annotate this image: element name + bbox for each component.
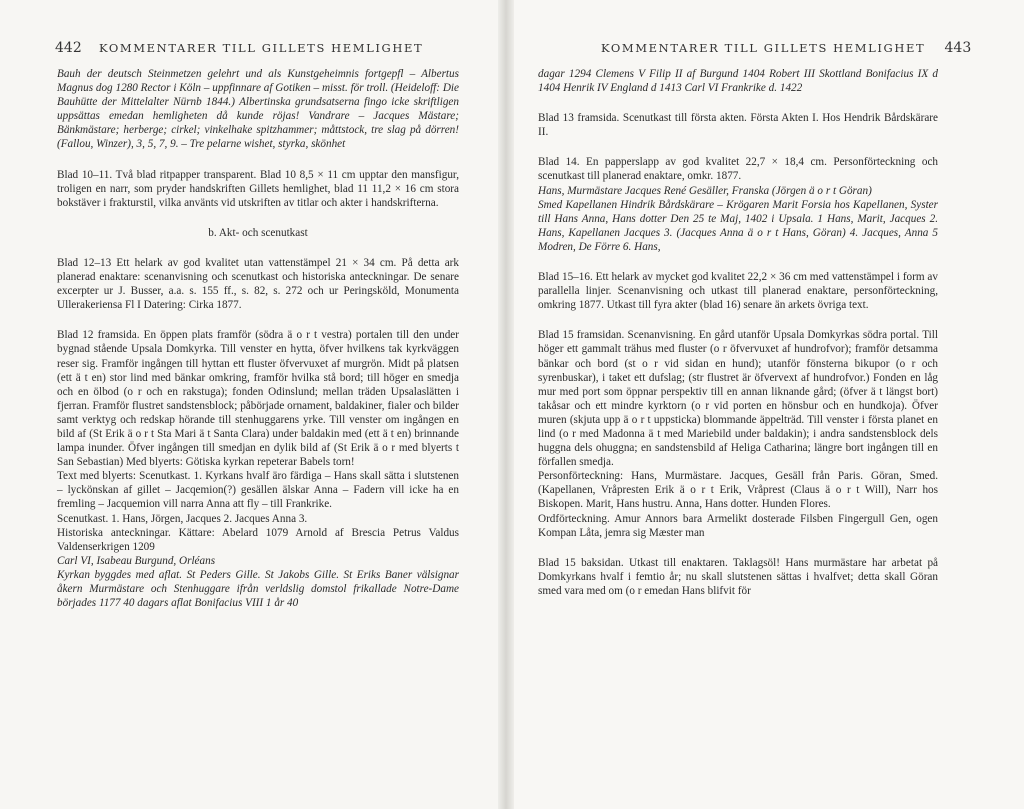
- left-paragraph: Text med blyerts: Scenutkast. 1. Kyrkans hvalf äro färdiga – Hans skall sätta i slutstenen – lyckönskan af gillet – Jacqemion(?) gesällen älskar Anna – Fadern vill icke ha en fremling – Jacquemion vill narra Anna att fly – till Frankrike.: [57, 470, 459, 511]
- right-page-number: 443: [944, 40, 972, 56]
- left-body-text: [57, 67, 459, 610]
- right-paragraph: Blad 15–16. Ett helark av mycket god kvalitet 22,2 × 36 cm med vattenstämpel i form av parallella linjer. Scenanvisning och utkast till planerad enaktare, personförteckning, omkring 1877. Utkast till fyra akter (blad 16) senare än arkets övriga text.: [538, 271, 938, 312]
- left-running-head-title: KOMMENTARER TILL GILLETS HEMLIGHET: [99, 41, 424, 55]
- right-body-text: [538, 67, 938, 598]
- left-page: [0, 0, 506, 809]
- right-paragraph: Hans, Murmästare Jacques René Gesäller, Franska (Jörgen ä o r t Göran): [538, 184, 872, 197]
- right-paragraph: Blad 14. En papperslapp av god kvalitet 22,7 × 18,4 cm. Personförteckning och scenutkast till planerad enaktare, omkr. 1877.: [538, 156, 938, 183]
- left-paragraph: Bauh der deutsch Steinmetzen gelehrt und als Kunstgeheimnis fortgepfl – Albertus Magnus dog 1280 Rector i Köln – uppfinnare af Gotiken – misst. för troll. (Heideloff: Die Bauhütte der Mittelalter Nürnb 1844.) Albertinska grundsatserna fingo icke skriftligen uppsättas emedan hemligheten då kunde röjas! Vandrare – Jacques Mästare; Bänkmästare; herberge; cirkel; vinkelhake spitzhammer; måttstock, tre slag på dörren! (Fallou, Winzer), 3, 5, 7, 9. – Tre pelarne wishet, styrka, skönhet: [57, 68, 459, 151]
- left-paragraph: Blad 12 framsida. En öppen plats framför (södra ä o r t vestra) portalen till den under bygnad stående Upsala Domkyrka. Till venster en hytta, öfver hvilkens tak kyrkväggen reser sig. Framför ingången till hyttan ett fluster öfvervuxet af murgrön. Midt på platsen (ett ä t en) stor lind med bänkar omkring, framför hvilka stå bord; till höger en smedja och en ölbod (o r och en rakstuga); fonden Odinslund; mellan träden Upsalaslätten i fjerran. Framför flustret sandstensblock; påbörjade ornament, baldakiner, fialer och bilder samt verktyg och redskap hörande till stenhuggarens yrke. Till venster om ingången en bild af (St Erik ä o r t Sta Mari ä t Santa Clara) under baldakin med (ett ä t en) brinnande lampa inunder. Öfver ingången till smedjan en dylik bild af (St Erik ä o r med blyerts t San Sebastian) Med blyerts: Götiska kyrkan repeterar Babels torn!: [57, 329, 459, 469]
- right-paragraph: Smed Kapellanen Hindrik Bårdskärare – Krögaren Marit Forsia hos Kapellanen, Syster till Hans Anna, Hans dotter Den 25 te Maj, 1402 i Upsala. 1 Hans, Marit, Jacques 2. Hans, Kapellanen Jacques 3. (Jacques Anna ä o r t Hans, Göran) 4. Jacques, Anna 5 Modren, De Förre 6. Hans,: [538, 198, 938, 253]
- left-page-number: 442: [55, 40, 82, 56]
- right-running-head-title: KOMMENTARER TILL GILLETS HEMLIGHET: [601, 41, 926, 55]
- right-paragraph: Blad 13 framsida. Scenutkast till första akten. Första Akten I. Hos Hendrik Bårdskärare II.: [538, 112, 938, 139]
- right-paragraph: Blad 15 baksidan. Utkast till enaktaren. Taklagsöl! Hans murmästare har arbetat på Domkyrkans hvalf i femtio år; nu skall slutstenen sättas i hvalfvet; detta skall Göran smed vara med om (o r emedan Hans blifvit för: [538, 556, 938, 597]
- left-paragraph: Blad 10–11. Två blad ritpapper transparent. Blad 10 8,5 × 11 cm upptar den mansfigur, troligen en narr, som pryder handskriften Gillets hemlighet, blad 11 11,2 × 16 cm stora bokstäver i frakturstil, vilka använts vid utskriften av titlar och akter i handskrifterna.: [57, 168, 459, 209]
- left-paragraph: Carl VI, Isabeau Burgund, Orléans: [57, 554, 216, 567]
- book-gutter: [498, 0, 514, 809]
- left-running-head: [55, 40, 423, 56]
- left-paragraph: Historiska anteckningar. Kättare: Abelard 1079 Arnold af Brescia Petrus Valdus Valdenserkrigen 1209: [57, 526, 459, 553]
- right-paragraph: Ordförteckning. Amur Annors bara Armelikt dosterade Filsben Fingergull Gen, ogen Kompan Låta, jemra sig Mæster man: [538, 512, 938, 539]
- right-paragraph: dagar 1294 Clemens V Filip II af Burgund 1404 Robert III Skottland Bonifacius IX d 1404 Henrik IV England d 1413 Carl VI Frankrike d. 1422: [538, 68, 938, 95]
- right-page: [506, 0, 1024, 809]
- right-paragraph: Personförteckning: Hans, Murmästare. Jacques, Gesäll från Paris. Göran, Smed. (Kapellanen, Vråpresten Erik ä o r t Erik, Vråprest (Claus ä o r t Will), Narr hos Biskopen. Marit, Hans hustru. Anna, Hans dotter. Hunden Flores.: [538, 470, 938, 511]
- right-paragraph: Blad 15 framsidan. Scenanvisning. En gård utanför Upsala Domkyrkas södra portal. Till höger ett gammalt trähus med fluster (o r öfvervuxet af hundrofvor); framför detsamma bänkar och bord (st o r vid sidan en hund); utanför fönsterna bikupor (o r och syrenbuskar), i taket ett dufslag; (str flustret är öfvervext af hundrofvor.) Fonden en låg mur med port som öppnar perspektiv till en annan liknande gård; (öfver ä t längst bort) takåsar och ett mindre kyrktorn (o r vid porten en hönsbur och en hundkoja). Öfver muren (skjuta upp ä o r t uppsticka) blommande äppelträd. Till venster i första planet en lind (o r med Madonna ä t med Mariebild under baldakin); i andra sandstensblock dels huggna dels ohuggna; en sandstensbild af Heliga Catharina; längre bort ingången till en förfallen smedja.: [538, 329, 938, 469]
- right-running-head: [601, 40, 971, 56]
- left-paragraph: Blad 12–13 Ett helark av god kvalitet utan vattenstämpel 21 × 34 cm. På detta ark planerad enaktare: scenanvisning och scenutkast och historiska anteckningar. De senare excerpter ur J. Busser, a.a. s. 155 ff., s. 82, s. 272 och ur Peringsköld, Monumenta Ullerakeriensa Fl I Datering: Cirka 1877.: [57, 256, 459, 312]
- section-heading: b. Akt- och scenutkast: [208, 226, 308, 239]
- left-paragraph: Kyrkan byggdes med aflat. St Peders Gille. St Jakobs Gille. St Eriks Baner välsignar åkern Murmästare och Stenhuggare ifrån verldslig domstol frikallade Notre-Dame börjades 1177 40 dagars aflat Bonifacius VIII 1 år 40: [57, 568, 459, 610]
- left-paragraph: Scenutkast. 1. Hans, Jörgen, Jacques 2. Jacques Anna 3.: [57, 512, 308, 525]
